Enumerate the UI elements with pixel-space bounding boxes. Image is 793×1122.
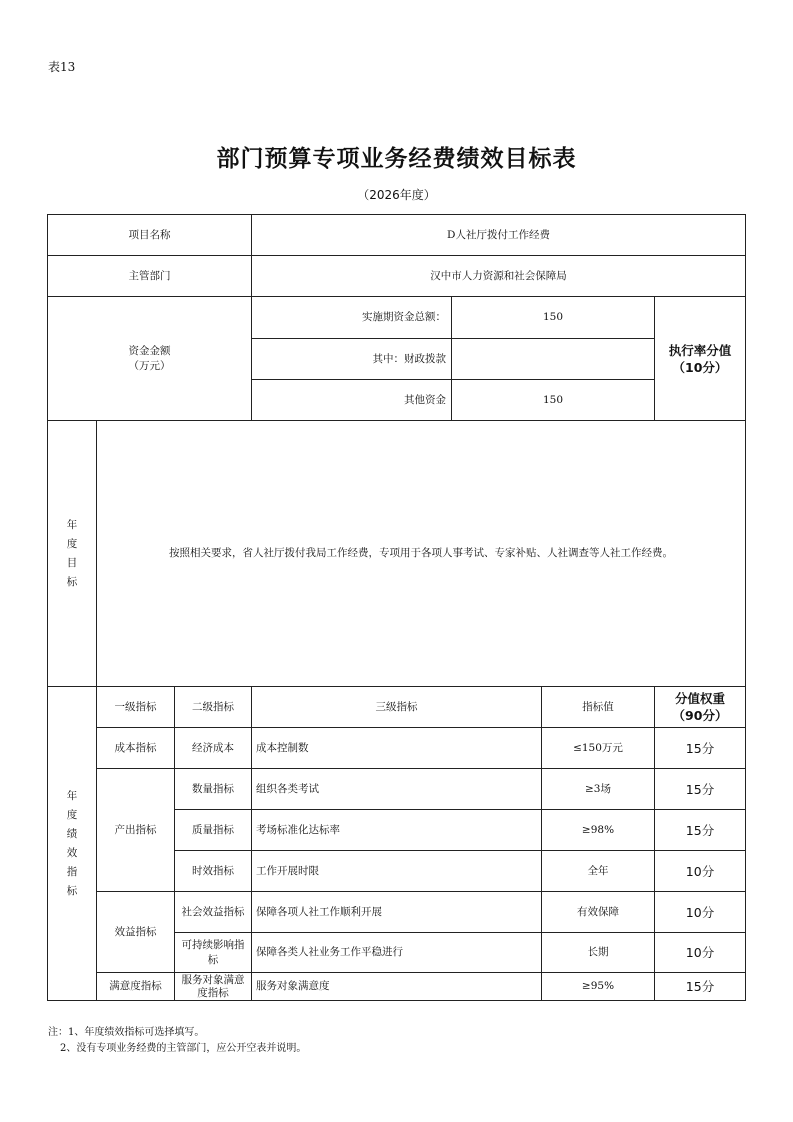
department-value: 汉中市人力资源和社会保障局 [430, 269, 567, 282]
total-funds-value: 150 [542, 311, 564, 323]
row-level2: 可持续影响指标 [181, 938, 245, 966]
annual-goal-label-cell [48, 421, 96, 686]
fiscal-funds-value [452, 339, 654, 379]
group-benefit: 效益指标 [114, 925, 157, 938]
group-cost: 成本指标 [114, 741, 157, 754]
group-output: 产出指标 [114, 823, 157, 836]
row-score: 15分 [685, 781, 715, 797]
header-weight: 分值权重 （90分） [672, 691, 728, 723]
fiscal-funds-label: 其中：财政拨款 [372, 352, 446, 365]
row-score: 10分 [685, 904, 715, 920]
header-level3: 三级指标 [375, 700, 418, 713]
department-label: 主管部门 [128, 269, 171, 282]
row-value: ≥3场 [585, 782, 611, 795]
total-funds-label: 实施期资金总额： [362, 311, 446, 323]
header-level2: 二级指标 [192, 700, 234, 713]
execution-rate-score: 执行率分值 （10分） [668, 342, 732, 375]
row-value: ≥98% [581, 823, 615, 836]
row-level2: 社会效益指标 [181, 905, 245, 918]
page-title: 部门预算专项业务经费绩效目标表 [216, 146, 577, 172]
note-1: 注：1、年度绩效指标可选择填写。 [48, 1027, 205, 1038]
other-funds-value: 150 [542, 393, 564, 406]
group-satisfaction: 满意度指标 [109, 980, 162, 992]
row-value: 长期 [587, 946, 609, 958]
row-score: 15分 [685, 979, 715, 994]
row-value: 全年 [587, 864, 609, 877]
row-level2: 数量指标 [192, 782, 234, 795]
row-level3: 组织各类考试 [256, 782, 319, 795]
annual-goal-label: 年度目标 [66, 518, 78, 588]
indicators-label-cell [48, 687, 96, 1000]
row-level2: 服务对象满意度指标 [181, 973, 245, 999]
row-value: ≥95% [581, 980, 615, 992]
form-number: 表13 [48, 60, 76, 74]
indicators-side-label: 年度绩效指标 [66, 789, 78, 897]
row-level2: 时效指标 [192, 864, 234, 877]
row-value: 有效保障 [577, 905, 619, 918]
project-name-value: D人社厅拨付工作经费 [447, 228, 550, 241]
other-funds-label: 其他资金 [404, 393, 446, 406]
row-level3: 考场标准化达标率 [256, 823, 340, 836]
row-level3: 成本控制数 [256, 741, 309, 754]
project-name-label: 项目名称 [128, 228, 171, 241]
row-level3: 保障各项人社工作顺利开展 [256, 905, 382, 918]
annual-goal-text: 按照相关要求，省人社厅拨付我局工作经费，专项用于各项人事考试、专家补贴、人社调查等人社工作经费。 [169, 547, 673, 559]
row-score: 15分 [685, 822, 715, 838]
row-value: ≤150万元 [573, 741, 623, 754]
note-2: 2、没有专项业务经费的主管部门，应公开空表并说明。 [60, 1043, 307, 1054]
funds-label: 资金金额 （万元） [128, 344, 171, 372]
header-value: 指标值 [582, 700, 614, 713]
row-score: 15分 [685, 740, 715, 756]
row-score: 10分 [685, 863, 715, 879]
row-level2: 质量指标 [192, 823, 234, 836]
row-level3: 工作开展时限 [256, 864, 319, 877]
header-level1: 一级指标 [114, 700, 157, 713]
row-level3: 保障各类人社业务工作平稳进行 [256, 946, 403, 958]
row-level3: 服务对象满意度 [256, 980, 330, 992]
row-level2: 经济成本 [192, 741, 234, 754]
year-subtitle: （2026年度） [357, 188, 436, 202]
row-score: 10分 [685, 945, 715, 960]
